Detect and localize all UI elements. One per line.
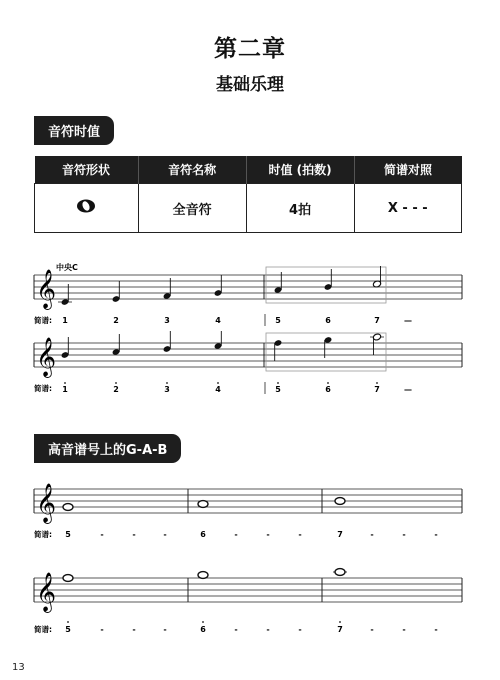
jianpu-dash: —: [404, 385, 412, 394]
table-header-name: 音符名称: [138, 156, 246, 184]
table-header-shape: 音符形状: [35, 156, 139, 184]
table-header-row: [35, 156, 462, 184]
jianpu-note: 5: [65, 530, 71, 539]
jianpu-dash: -: [234, 625, 238, 634]
jianpu-dash: -: [402, 530, 406, 539]
staff-3: [0, 480, 500, 546]
staff-2: [0, 330, 500, 400]
jianpu-note: 1: [62, 316, 68, 325]
treble-clef-icon: 𝄞: [36, 572, 57, 612]
jianpu-dash: -: [132, 625, 136, 634]
jianpu-dash: -: [132, 530, 136, 539]
note-value-table: [34, 156, 462, 233]
treble-clef-icon: 𝄞: [36, 483, 57, 523]
jianpu-note: 7: [374, 316, 380, 325]
jianpu-note: 7: [374, 385, 380, 394]
jianpu-label: 简谱:: [34, 316, 52, 325]
jianpu-label: 简谱:: [34, 384, 52, 393]
jianpu-dash: -: [100, 530, 104, 539]
staff-4: [0, 560, 500, 640]
jianpu-dash: -: [100, 625, 104, 634]
table-header-jianpu: 简谱对照: [354, 156, 461, 184]
jianpu-note: 4: [215, 316, 221, 325]
jianpu-note: 4: [215, 385, 221, 394]
jianpu-note: 6: [200, 625, 206, 634]
page-number: 13: [12, 662, 25, 673]
jianpu-note: 5: [275, 316, 281, 325]
highlight-box: [266, 267, 386, 303]
jianpu-label: 简谱:: [34, 530, 52, 539]
staff-3-notes: [63, 498, 345, 511]
jianpu-note: 2: [113, 385, 119, 394]
section-tag-gab: 高音谱号上的G-A-B: [34, 434, 181, 463]
jianpu-dash: —: [404, 316, 412, 325]
chapter-title: 第二章: [214, 36, 286, 62]
jianpu-dash: -: [434, 625, 438, 634]
section-tag-note-values: 音符时值: [34, 116, 114, 145]
jianpu-note: 6: [325, 316, 331, 325]
treble-clef-icon: 𝄞: [36, 269, 57, 309]
jianpu-dash: -: [298, 530, 302, 539]
jianpu-dash: -: [370, 625, 374, 634]
jianpu-dash: -: [434, 530, 438, 539]
jianpu-dash: -: [266, 530, 270, 539]
jianpu-note: 2: [113, 316, 119, 325]
jianpu-note: 6: [325, 385, 331, 394]
jianpu-label: 简谱:: [34, 625, 52, 634]
jianpu-note: 7: [337, 530, 343, 539]
jianpu-note: 5: [275, 385, 281, 394]
jianpu-dash: -: [266, 625, 270, 634]
staff-4-notes: [63, 569, 347, 582]
jianpu-dash: -: [234, 530, 238, 539]
jianpu-note: 7: [337, 625, 343, 634]
jianpu-note: 6: [200, 530, 206, 539]
jianpu-dash: -: [370, 530, 374, 539]
table-header-duration: 时值 (拍数): [246, 156, 354, 184]
jianpu-dash: -: [402, 625, 406, 634]
jianpu-dash: -: [163, 625, 167, 634]
note-jianpu-cell: X - - -: [354, 184, 461, 233]
staff-1-notes: [58, 266, 382, 306]
jianpu-dash: -: [163, 530, 167, 539]
jianpu-dash: -: [298, 625, 302, 634]
jianpu-note: 5: [65, 625, 71, 634]
jianpu-note: 3: [164, 385, 170, 394]
page-title: 基础乐理: [216, 75, 284, 95]
jianpu-note: 3: [164, 316, 170, 325]
staff-1: [0, 258, 500, 330]
note-beats-cell: 4拍: [246, 184, 354, 233]
staff-2-notes: [61, 331, 384, 361]
whole-note-icon: [75, 198, 97, 214]
middle-c-annotation: 中央C: [56, 263, 78, 272]
table-row: [35, 184, 462, 233]
note-name-cell: 全音符: [138, 184, 246, 233]
whole-note-shape-cell: [35, 184, 139, 233]
jianpu-note: 1: [62, 385, 68, 394]
treble-clef-icon: 𝄞: [36, 337, 57, 377]
